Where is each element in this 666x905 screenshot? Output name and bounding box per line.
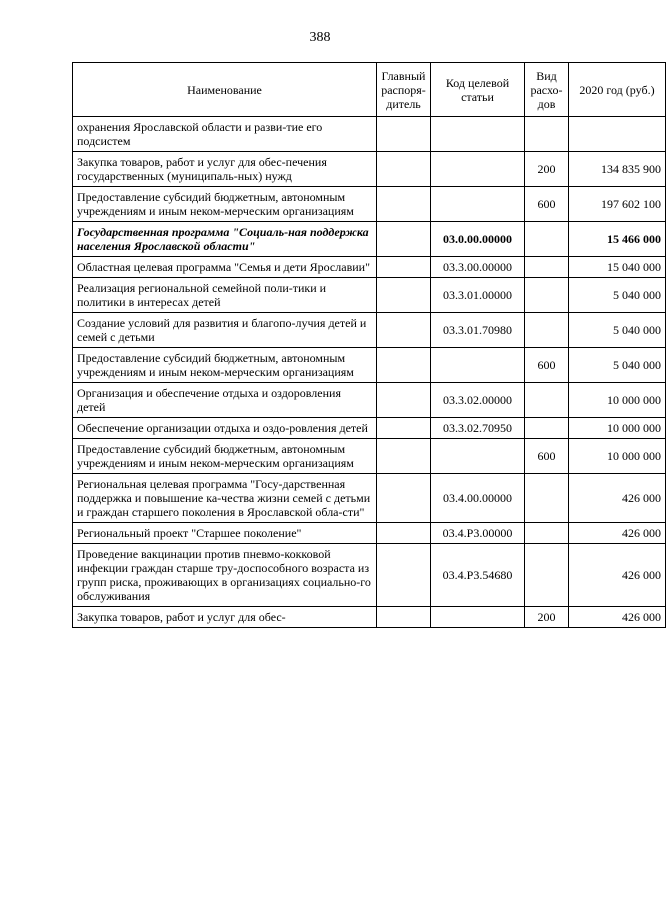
cell-code: 03.3.01.00000 — [431, 278, 525, 313]
cell-code — [431, 187, 525, 222]
cell-vid — [525, 523, 569, 544]
cell-admin — [377, 222, 431, 257]
header-name: Наименование — [73, 63, 377, 117]
cell-name: Создание условий для развития и благопо-лучия детей и семей с детьми — [73, 313, 377, 348]
cell-vid — [525, 117, 569, 152]
header-admin: Главный распоря-дитель — [377, 63, 431, 117]
cell-amount: 5 040 000 — [569, 313, 666, 348]
cell-name: Государственная программа "Социаль-ная поддержка населения Ярославской области" — [73, 222, 377, 257]
table-row — [73, 523, 666, 544]
cell-code: 03.3.02.00000 — [431, 383, 525, 418]
table-row — [73, 348, 666, 383]
cell-vid: 600 — [525, 348, 569, 383]
cell-name: Проведение вакцинации против пневмо-кокковой инфекции граждан старше тру-доспособного возраста из групп риска, проживающих в организациях социально-го обслуживания — [73, 544, 377, 607]
cell-code: 03.3.01.70980 — [431, 313, 525, 348]
cell-amount: 426 000 — [569, 544, 666, 607]
cell-vid — [525, 544, 569, 607]
cell-vid — [525, 257, 569, 278]
header-vid: Вид расхо-дов — [525, 63, 569, 117]
cell-amount: 5 040 000 — [569, 348, 666, 383]
table-row — [73, 439, 666, 474]
table-body — [73, 117, 666, 628]
cell-admin — [377, 544, 431, 607]
cell-code — [431, 152, 525, 187]
cell-admin — [377, 474, 431, 523]
cell-vid — [525, 313, 569, 348]
table-row — [73, 383, 666, 418]
cell-vid: 600 — [525, 439, 569, 474]
cell-vid — [525, 383, 569, 418]
cell-vid: 200 — [525, 607, 569, 628]
cell-name: Предоставление субсидий бюджетным, автономным учреждениям и иным неком-мерческим организациям — [73, 439, 377, 474]
cell-vid — [525, 474, 569, 523]
cell-name: Региональная целевая программа "Госу-дарственная поддержка и повышение ка-чества жизни семей с детьми и граждан старшего поколения в Ярославской обла-сти" — [73, 474, 377, 523]
cell-amount: 426 000 — [569, 607, 666, 628]
table-row — [73, 607, 666, 628]
cell-name: Реализация региональной семейной поли-тики и политики в интересах детей — [73, 278, 377, 313]
cell-code: 03.4.P3.54680 — [431, 544, 525, 607]
cell-name: Региональный проект "Старшее поколение" — [73, 523, 377, 544]
header-amount: 2020 год (руб.) — [569, 63, 666, 117]
cell-amount: 10 000 000 — [569, 439, 666, 474]
cell-name: Закупка товаров, работ и услуг для обес- — [73, 607, 377, 628]
cell-amount: 426 000 — [569, 474, 666, 523]
cell-amount: 10 000 000 — [569, 383, 666, 418]
cell-amount: 134 835 900 — [569, 152, 666, 187]
cell-admin — [377, 278, 431, 313]
table-row — [73, 117, 666, 152]
page-number: 388 — [309, 30, 331, 45]
cell-name: Областная целевая программа "Семья и дети Ярославии" — [73, 257, 377, 278]
table-row — [73, 257, 666, 278]
cell-vid: 600 — [525, 187, 569, 222]
cell-name: Предоставление субсидий бюджетным, автономным учреждениям и иным неком-мерческим организациям — [73, 187, 377, 222]
cell-admin — [377, 257, 431, 278]
cell-vid: 200 — [525, 152, 569, 187]
cell-code: 03.3.02.70950 — [431, 418, 525, 439]
table-row — [73, 222, 666, 257]
header-code: Код целевой статьи — [431, 63, 525, 117]
cell-name: Предоставление субсидий бюджетным, автономным учреждениям и иным неком-мерческим организациям — [73, 348, 377, 383]
cell-code — [431, 607, 525, 628]
cell-code — [431, 439, 525, 474]
cell-vid — [525, 418, 569, 439]
cell-admin — [377, 348, 431, 383]
cell-amount — [569, 117, 666, 152]
table-row — [73, 544, 666, 607]
cell-code: 03.4.P3.00000 — [431, 523, 525, 544]
cell-admin — [377, 117, 431, 152]
cell-admin — [377, 607, 431, 628]
table-row — [73, 313, 666, 348]
cell-vid — [525, 222, 569, 257]
cell-name: Организация и обеспечение отдыха и оздоровления детей — [73, 383, 377, 418]
cell-name: Обеспечение организации отдыха и оздо-ровления детей — [73, 418, 377, 439]
cell-code — [431, 348, 525, 383]
cell-name: охранения Ярославской области и разви-тие его подсистем — [73, 117, 377, 152]
cell-amount: 15 466 000 — [569, 222, 666, 257]
table-row — [73, 152, 666, 187]
table-row — [73, 474, 666, 523]
cell-admin — [377, 313, 431, 348]
cell-admin — [377, 187, 431, 222]
cell-admin — [377, 418, 431, 439]
table-header — [73, 63, 666, 117]
table-row — [73, 187, 666, 222]
table-row — [73, 418, 666, 439]
budget-table — [72, 62, 666, 628]
cell-code: 03.4.00.00000 — [431, 474, 525, 523]
cell-amount: 15 040 000 — [569, 257, 666, 278]
cell-amount: 5 040 000 — [569, 278, 666, 313]
cell-code — [431, 117, 525, 152]
cell-code: 03.0.00.00000 — [431, 222, 525, 257]
cell-admin — [377, 439, 431, 474]
cell-amount: 426 000 — [569, 523, 666, 544]
cell-admin — [377, 383, 431, 418]
cell-name: Закупка товаров, работ и услуг для обес-печения государственных (муниципаль-ных) нужд — [73, 152, 377, 187]
cell-amount: 10 000 000 — [569, 418, 666, 439]
table-row — [73, 278, 666, 313]
cell-amount: 197 602 100 — [569, 187, 666, 222]
cell-code: 03.3.00.00000 — [431, 257, 525, 278]
cell-admin — [377, 523, 431, 544]
cell-admin — [377, 152, 431, 187]
cell-vid — [525, 278, 569, 313]
